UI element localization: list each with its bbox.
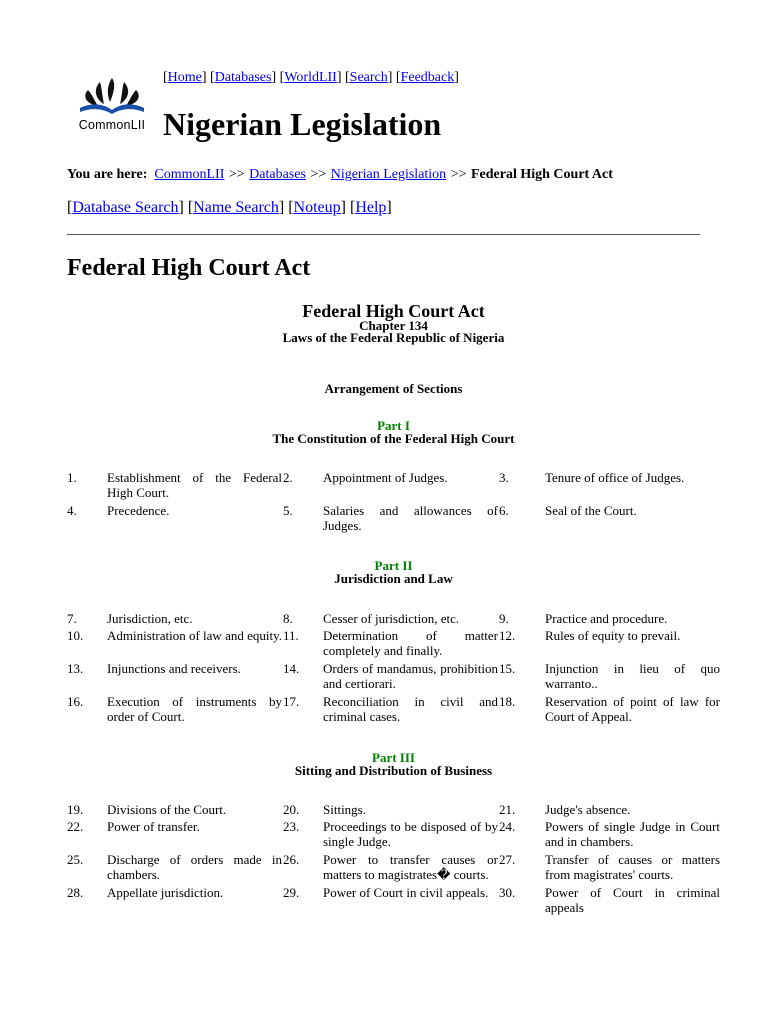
section-number: 10. xyxy=(67,628,84,643)
section-number: 1. xyxy=(67,470,77,485)
section-link[interactable]: Power of Court in civil appeals. xyxy=(323,885,489,900)
document-laws: Laws of the Federal Republic of Nigeria xyxy=(282,330,505,345)
nav-worldlii-link[interactable]: WorldLII xyxy=(284,70,337,85)
document-title: Federal High Court Act xyxy=(302,301,485,321)
document-chapter: Chapter 134 xyxy=(359,318,428,333)
section-link[interactable]: Precedence. xyxy=(107,503,170,518)
part-title: Jurisdiction and Law xyxy=(334,571,453,586)
section-link[interactable]: Determination of matter completely and finally. xyxy=(323,628,498,658)
section-link[interactable]: Administration of law and equity. xyxy=(107,628,282,643)
section-number: 21. xyxy=(499,802,516,817)
horizontal-divider xyxy=(67,234,700,235)
section-link[interactable]: Reservation of point of law for Court of Appeal. xyxy=(545,694,720,724)
section-number: 29. xyxy=(283,885,300,900)
section-link[interactable]: Sittings. xyxy=(323,802,366,817)
section-link[interactable]: Reconciliation in civil and criminal cases. xyxy=(323,694,498,724)
section-number: 24. xyxy=(499,819,516,834)
section-link[interactable]: Discharge of orders made in chambers. xyxy=(107,852,282,882)
section-number: 18. xyxy=(499,694,516,709)
breadcrumb-separator: >> xyxy=(228,167,245,182)
section-number: 14. xyxy=(283,661,300,676)
section-number: 13. xyxy=(67,661,84,676)
section-link[interactable]: Power of Court in criminal appeals xyxy=(545,885,720,915)
top-nav: [Home] [Databases] [WorldLII] [Search] [Feedback] xyxy=(163,70,459,85)
section-number: 22. xyxy=(67,819,84,834)
section-row xyxy=(67,885,720,919)
section-number: 2. xyxy=(283,470,293,485)
breadcrumb xyxy=(67,167,613,183)
part-label: Part II xyxy=(374,558,413,573)
section-number: 8. xyxy=(283,611,293,626)
section-row xyxy=(67,661,720,695)
section-link[interactable]: Execution of instruments by order of Court. xyxy=(107,694,282,724)
section-link[interactable]: Powers of single Judge in Court and in chambers. xyxy=(545,819,720,849)
section-row xyxy=(67,694,720,728)
breadcrumb-label: You are here: xyxy=(67,167,148,182)
section-row xyxy=(67,852,720,886)
section-number: 23. xyxy=(283,819,300,834)
section-link[interactable]: Power to transfer causes or matters to magistrates� courts. xyxy=(323,852,498,882)
section-number: 15. xyxy=(499,661,516,676)
section-link[interactable]: Tenure of office of Judges. xyxy=(545,470,685,485)
section-link[interactable]: Seal of the Court. xyxy=(545,503,637,518)
part-title: Sitting and Distribution of Business xyxy=(294,763,493,778)
section-number: 12. xyxy=(499,628,516,643)
breadcrumb-separator: >> xyxy=(310,167,327,182)
section-row xyxy=(67,503,720,537)
section-link[interactable]: Practice and procedure. xyxy=(545,611,668,626)
section-link[interactable]: Orders of mandamus, prohibition and certiorari. xyxy=(323,661,498,691)
section-link[interactable]: Appointment of Judges. xyxy=(323,470,448,485)
nav-search-link[interactable]: Search xyxy=(349,70,388,85)
breadcrumb-current: Federal High Court Act xyxy=(470,167,613,182)
site-title: Nigerian Legislation xyxy=(163,106,442,142)
section-number: 28. xyxy=(67,885,84,900)
breadcrumb-nigerian-legislation-link[interactable]: Nigerian Legislation xyxy=(330,167,447,182)
tool-links: [Database Search] [Name Search] [Noteup] [Help] xyxy=(67,199,392,216)
section-number: 30. xyxy=(499,885,516,900)
part-label: Part III xyxy=(372,750,415,765)
breadcrumb-databases-link[interactable]: Databases xyxy=(249,167,306,182)
section-link[interactable]: Transfer of causes or matters from magistrates' courts. xyxy=(545,852,720,882)
commonlii-logo[interactable] xyxy=(70,72,154,134)
section-number: 3. xyxy=(499,470,509,485)
logo-text: CommonLII xyxy=(78,118,146,132)
noteup-link[interactable]: Noteup xyxy=(293,199,341,216)
part-label: Part I xyxy=(377,418,410,433)
section-row xyxy=(67,819,720,853)
nav-databases-link[interactable]: Databases xyxy=(214,70,272,85)
section-number: 7. xyxy=(67,611,77,626)
database-search-link[interactable]: Database Search xyxy=(72,199,179,216)
nav-home-link[interactable]: Home xyxy=(167,70,202,85)
section-number: 25. xyxy=(67,852,84,867)
section-link[interactable]: Injunctions and receivers. xyxy=(107,661,241,676)
section-number: 27. xyxy=(499,852,516,867)
commonlii-book-logo-icon xyxy=(70,72,154,118)
section-link[interactable]: Proceedings to be disposed of by single Judge. xyxy=(323,819,498,849)
section-link[interactable]: Rules of equity to prevail. xyxy=(545,628,681,643)
section-link[interactable]: Cesser of jurisdiction, etc. xyxy=(323,611,460,626)
breadcrumb-separator: >> xyxy=(450,167,467,182)
breadcrumb-commonlii-link[interactable]: CommonLII xyxy=(154,167,225,182)
section-link[interactable]: Establishment of the Federal High Court. xyxy=(107,470,282,500)
name-search-link[interactable]: Name Search xyxy=(193,199,279,216)
section-number: 20. xyxy=(283,802,300,817)
section-number: 19. xyxy=(67,802,84,817)
section-row xyxy=(67,470,720,504)
nav-feedback-link[interactable]: Feedback xyxy=(400,70,455,85)
section-number: 4. xyxy=(67,503,77,518)
section-link[interactable]: Power of transfer. xyxy=(107,819,200,834)
section-link[interactable]: Divisions of the Court. xyxy=(107,802,227,817)
help-link[interactable]: Help xyxy=(355,199,387,216)
section-link[interactable]: Injunction in lieu of quo warranto.. xyxy=(545,661,720,691)
section-number: 9. xyxy=(499,611,509,626)
section-link[interactable]: Judge's absence. xyxy=(545,802,631,817)
arrangement-heading: Arrangement of Sections xyxy=(324,381,463,396)
section-link[interactable]: Appellate jurisdiction. xyxy=(107,885,224,900)
section-link[interactable]: Jurisdiction, etc. xyxy=(107,611,193,626)
section-number: 6. xyxy=(499,503,509,518)
section-number: 17. xyxy=(283,694,300,709)
section-number: 16. xyxy=(67,694,84,709)
act-heading: Federal High Court Act xyxy=(67,255,311,281)
section-number: 5. xyxy=(283,503,293,518)
section-number: 26. xyxy=(283,852,300,867)
section-row xyxy=(67,628,720,662)
section-link[interactable]: Salaries and allowances of Judges. xyxy=(323,503,498,533)
section-number: 11. xyxy=(283,628,299,643)
part-title: The Constitution of the Federal High Court xyxy=(272,431,515,446)
